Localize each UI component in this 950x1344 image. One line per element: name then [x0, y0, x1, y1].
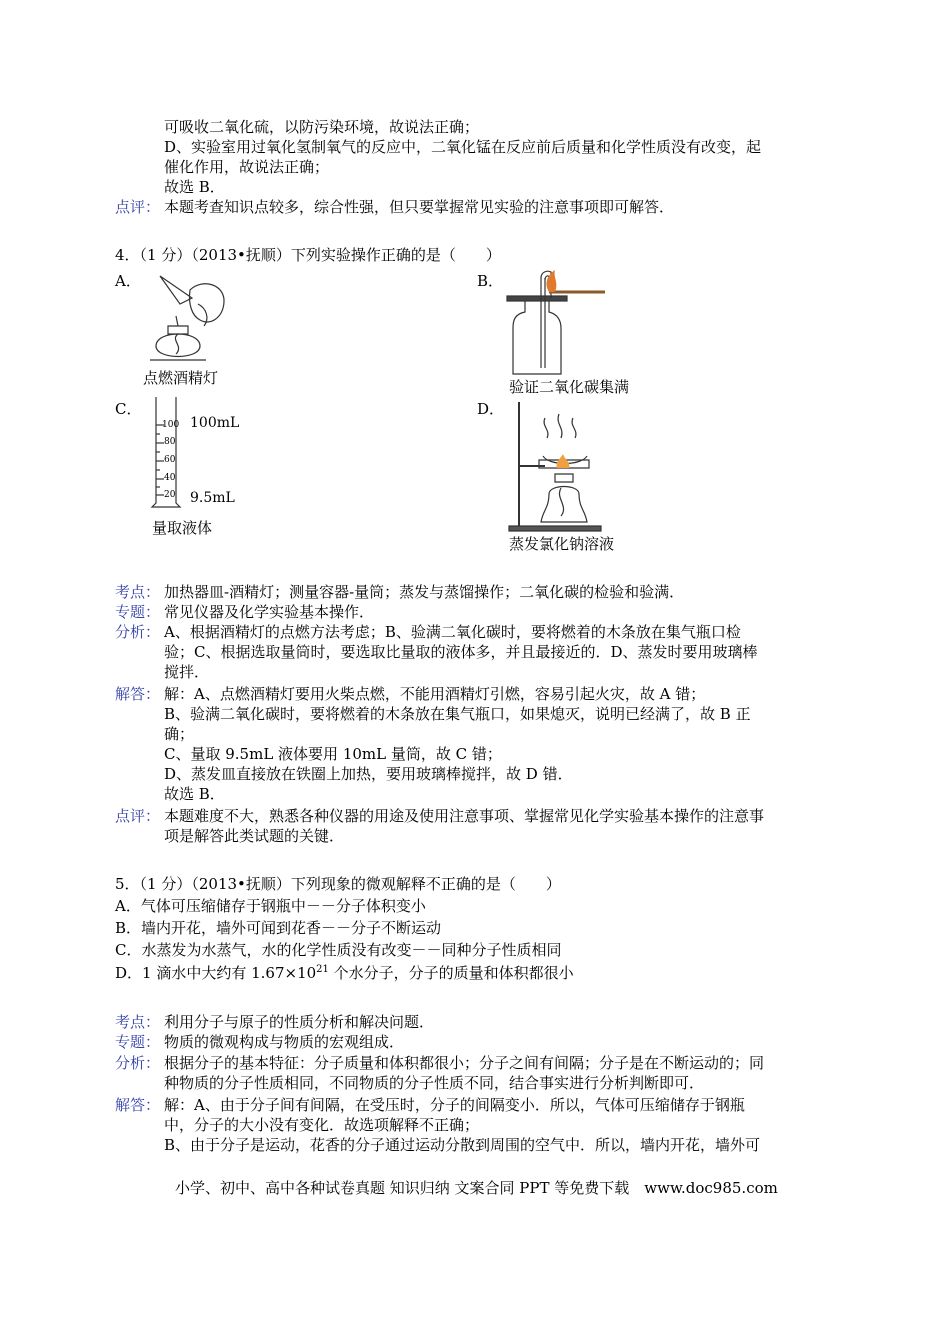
comment-text: 本题考查知识点较多，综合性强，但只要掌握常见实验的注意事项即可解答． [164, 198, 675, 216]
jieda-line: 故选 B． [164, 785, 225, 803]
question-4-stem: 4．（1 分）（2013•抚顺）下列实验操作正确的是（ ） [115, 246, 501, 264]
question-5-option-d [115, 963, 574, 983]
option-d-caption: 蒸发氯化钠溶液 [509, 535, 615, 553]
jieda-line: D、蒸发皿直接放在铁圈上加热，要用玻璃棒搅拌，故 D 错． [164, 765, 573, 783]
prev-text-line: D、实验室用过氧化氢制氧气的反应中，二氧化锰在反应前后质量和化学性质没有改变，起 [164, 138, 762, 156]
question-5-option-c: C．水蒸发为水蒸气，水的化学性质没有改变－－同种分子性质相同 [115, 941, 562, 959]
option-d-exponent: 21 [316, 964, 329, 975]
cylinder-tick: 60 [164, 455, 176, 465]
dianping-label: 点评： [115, 807, 161, 825]
option-b-letter: B． [477, 272, 504, 290]
fenxi-label: 分析： [115, 1054, 161, 1072]
comment-label: 点评： [115, 198, 161, 216]
option-a-letter: A． [115, 272, 141, 290]
prev-text-line: 故选 B． [164, 178, 225, 196]
fenxi-line: A、根据酒精灯的点燃方法考虑；B、验满二氧化碳时，要将燃着的木条放在集气瓶口检 [164, 623, 741, 641]
option-c-letter: C． [115, 400, 142, 418]
option-b-caption: 验证二氧化碳集满 [509, 378, 630, 396]
prev-text-line: 催化作用，故说法正确； [164, 158, 330, 176]
dianping-line: 项是解答此类试题的关键． [164, 827, 345, 845]
jieda-line: 确； [164, 725, 195, 743]
kaodian-label: 考点： [115, 1013, 161, 1031]
kaodian-label: 考点： [115, 583, 161, 601]
evaporation-setup-figure [505, 398, 605, 538]
fenxi-line: 种物质的分子性质相同，不同物质的分子性质不同，结合事实进行分析判断即可． [164, 1074, 705, 1092]
jieda-label: 解答： [115, 685, 161, 703]
cylinder-label-top: 100mL [190, 415, 240, 431]
cylinder-tick: 20 [164, 490, 176, 500]
alcohol-lamp-figure [140, 268, 230, 373]
cylinder-tick: 40 [164, 473, 176, 483]
cylinder-tick: 100 [162, 420, 180, 430]
question-5-option-a: A．气体可压缩储存于钢瓶中－－分子体积变小 [115, 897, 426, 915]
option-d-letter: D． [477, 400, 505, 418]
fenxi-label: 分析： [115, 623, 161, 641]
prev-text-line: 可吸收二氧化硫，以防污染环境，故说法正确； [164, 118, 480, 136]
zhuanti-label: 专题： [115, 603, 161, 621]
cylinder-tick: 80 [164, 437, 176, 447]
option-d-text-end: 个水分子，分子的质量和体积都很小 [328, 964, 574, 982]
jieda-label: 解答： [115, 1096, 161, 1114]
page-footer: 小学、初中、高中各种试卷真题 知识归纳 文案合同 PPT 等免费下载 www.doc985.com [175, 1179, 778, 1197]
fenxi-line: 根据分子的基本特征：分子质量和体积都很小；分子之间有间隔；分子是在不断运动的；同 [164, 1054, 765, 1072]
jieda-line: 解：A、点燃酒精灯要用火柴点燃，不能用酒精灯引燃，容易引起火灾，故 A 错； [164, 685, 706, 703]
question-5-stem: 5．（1 分）（2013•抚顺）下列现象的微观解释不正确的是（ ） [115, 875, 561, 893]
kaodian-text: 利用分子与原子的性质分析和解决问题． [164, 1013, 435, 1031]
question-5-option-b: B．墙内开花，墙外可闻到花香－－分子不断运动 [115, 919, 442, 937]
option-d-text-start: D．1 滴水中大约有 1.67×10 [115, 964, 317, 982]
kaodian-text: 加热器皿-酒精灯；测量容器-量筒；蒸发与蒸馏操作；二氧化碳的检验和验满． [164, 583, 685, 601]
option-a-caption: 点燃酒精灯 [143, 369, 219, 387]
fenxi-line: 搅拌． [164, 663, 210, 681]
zhuanti-text: 物质的微观构成与物质的宏观组成． [164, 1033, 405, 1051]
jieda-line: B、由于分子是运动，花香的分子通过运动分散到周围的空气中．所以，墙内开花，墙外可 [164, 1136, 761, 1154]
jieda-line: 中，分子的大小没有变化．故选项解释不正确； [164, 1116, 480, 1134]
jieda-line: 解：A、由于分子间有间隔，在受压时，分子的间隔变小．所以，气体可压缩储存于钢瓶 [164, 1096, 745, 1114]
option-c-caption: 量取液体 [152, 519, 213, 537]
zhuanti-label: 专题： [115, 1033, 161, 1051]
fenxi-line: 验；C、根据选取量筒时，要选取比量取的液体多，并且最接近的．D、蒸发时要用玻璃棒 [164, 643, 758, 661]
jieda-line: C、量取 9.5mL 液体要用 10mL 量筒，故 C 错； [164, 745, 502, 763]
dianping-line: 本题难度不大，熟悉各种仪器的用途及使用注意事项、掌握常见化学实验基本操作的注意事 [164, 807, 765, 825]
cylinder-label-bottom: 9.5mL [190, 490, 235, 506]
jieda-line: B、验满二氧化碳时，要将燃着的木条放在集气瓶口，如果熄灭，说明已经满了，故 B 正 [164, 705, 751, 723]
zhuanti-text: 常见仪器及化学实验基本操作． [164, 603, 375, 621]
gas-bottle-figure [505, 268, 615, 383]
